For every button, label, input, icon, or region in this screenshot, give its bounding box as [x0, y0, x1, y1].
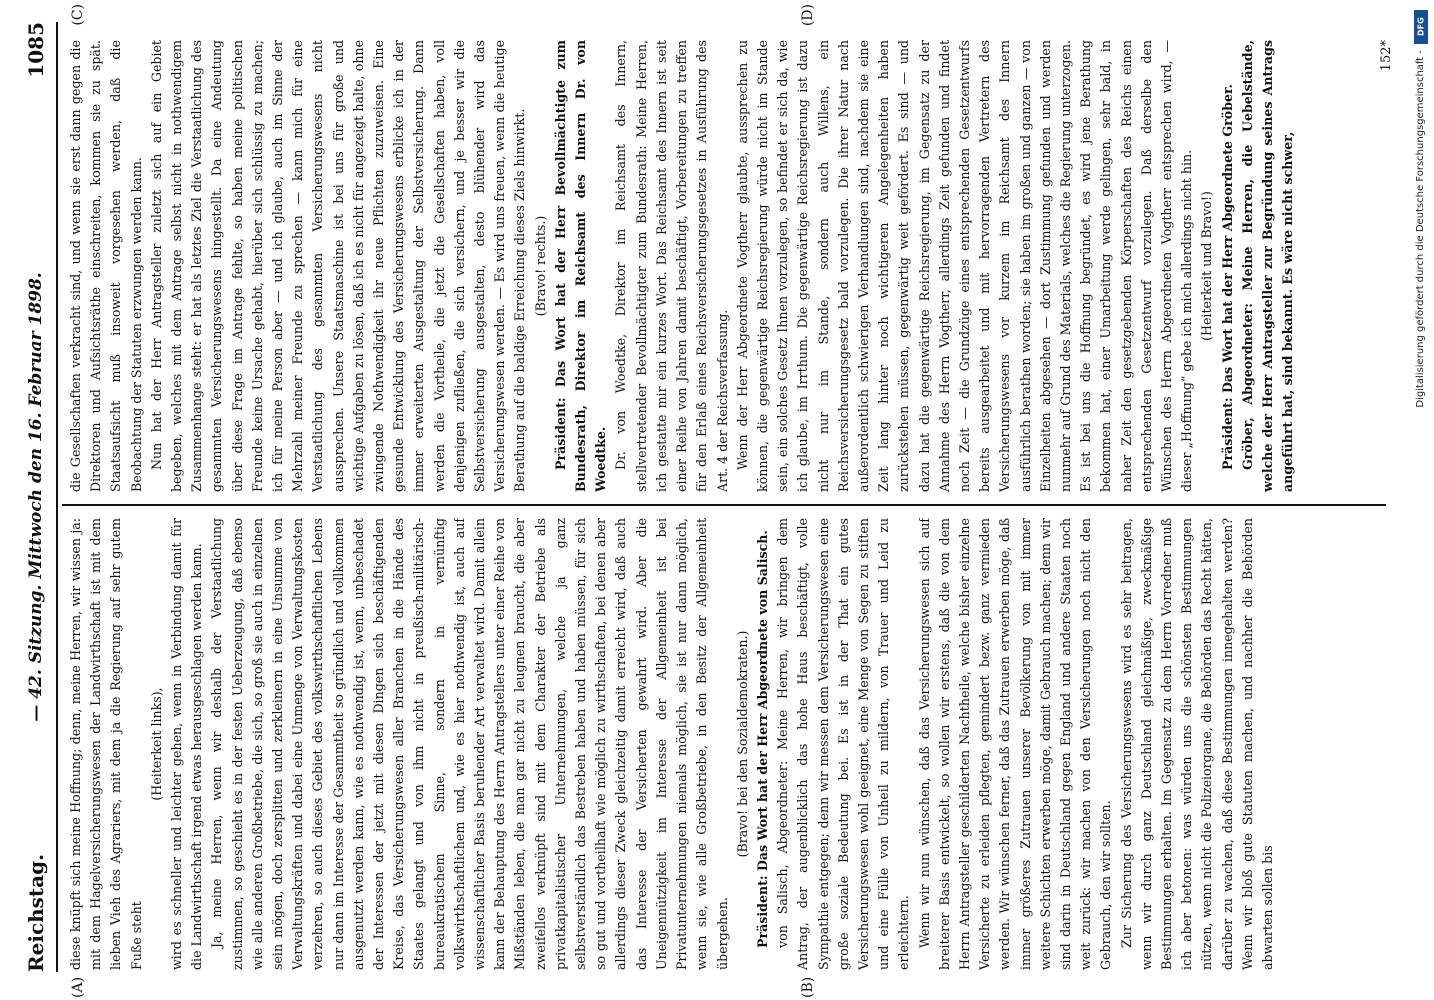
right-column	[66, 40, 1382, 492]
interjection: (Bravo! rechts.)	[532, 215, 548, 317]
speaker-paragraph: von Salisch, Abgeordneter: Meine Herren, wir bringen dem Antrag, der augenblicklich das hohe Haus beschäftigt, volle Sympathie entgegen; denn wir messen dem Versicherungswesen eine große soziale Bedeutung bei. Es ist in der That ein gutes Versicherungswesen wohl geeignet, eine Menge von Segen zu stiften und eine Fülle von Unheil zu mildern, von Trauer und Leid zu erleichtern.	[775, 518, 912, 970]
speaker-paragraph: Dr. von Woedtke, Direktor im Reichsamt des Innern, stellvertretender Bevollmächtigter zum Bundesrath: Meine Herren, ich gestatte mir ein kurzes Wort. Das Reichsamt des Innern ist seit einer Reihe von Jahren damit beschäftigt, Vorbereitungen zu treffen für den Erlaß eines Reichsversicherungsgesetzes in Ausführung des Art. 4 der Reichsverfassung.	[613, 40, 730, 492]
interjection: (Heiterkeit links),	[148, 687, 164, 801]
paragraph: Wenn der Herr Abgeordnete Vogtherr glaubte, aussprechen zu können, die gegenwärtige Reichsregierung würde nicht im Stande sein, ein solches Gesetz Ihnen vorzulegen, so befindet er sich da, wie ich glaube, im Irrthum. Die gegenwärtige Reichsregierung ist dazu nicht nur im Stande, sondern auch Willens, ein Reichsversicherungsgesetz bald vorzulegen. Die ihrer Natur nach außerordentlich schwierigen Verhandlungen sind, nachdem sie eine Zeit lang hinter noch wichtigeren Angelegenheiten haben zurückstehen müssen, gegenwärtig weit gefördert. Es sind — und dazu hat die gegenwärtige Reichsregierung, im Gegensatz zu der Annahme des Herrn Vogtherr, allerdings Zeit gefunden und findet noch Zeit — die Grundzüge eines entsprechenden Gesetzentwurfs bereits ausgearbeitet und mit hervorragenden Vertretern des Versicherungswesens vor kurzem im Reichsamt des Innern ausführlich berathen worden; sie haben im großen und ganzen — von Einzelheiten abgesehen — dort Zustimmung gefunden und werden nunmehr auf Grund des Materials, welches die Regierung unterzogen. Es ist bei uns die Hoffnung begründet, es wird jene Berathung bekommen hat, einer Umarbeitung werde gelingen, sehr bald, in naher Zeit den gesetzgebenden Körperschaften des Reichs einen entsprechenden Gesetzentwurf vorzulegen. Daß derselbe den Wünschen des Herrn Abgeordneten Vogtherr entsprechen wird, — dieser „Hoffnung“ gebe ich mich allerdings nicht hin.	[734, 40, 1195, 492]
paragraph: wird es schneller und leichter gehen, wenn in Verbindung damit für die Landwirthschaft irgend etwas herausgeschlagen werden kann.	[169, 518, 205, 970]
margin-marker-d: (D)	[800, 4, 816, 27]
credit-text: Digitalisierung gefördert durch die Deutsche Forschungsgemeinschaft -	[1415, 50, 1426, 408]
margin-marker-a: (A)	[70, 976, 86, 998]
paragraph: Nun hat der Herr Antragsteller zuletzt sich auf ein Gebiet begeben, welches mit dem Antrage selbst nicht in nothwendigem Zusammenhange steht: er hat als letztes Ziel die Verstaatlichung des gesammten Versicherungswesens hingestellt. Da eine Andeutung über diese Frage im Antrage fehlte, so haben meine politischen Freunde keine Ursache gehabt, hierüber sich schlüssig zu machen; ich für meine Person aber — und ich glaube, auch im Sinne der Mehrzahl meiner Freunde zu sprechen — kann mich für eine Verstaatlichung des gesammten Versicherungswesens nicht aussprechen. Unsere Staatsmaschine ist bei uns für große und wichtige Aufgaben zu lösen, daß ich es nicht für angezeigt halte, ohne zwingende Nothwendigkeit ihr neue Pflichten zuzuweisen. Eine gesunde Entwicklung des Versicherungswesens erblicke ich in der immer erweiterten Ausgestaltung der Selbstversicherung. Dann werden die Vortheile, die jetzt die Gesellschaften haben, voll denjenigen zufließen, die sich versichern, und je besser wir die Selbstversicherung ausgestalten, desto blühender wird das Versicherungswesen werden. — Es wird uns freuen, wenn die heutige Berathung auf die baldige Erreichung dieses Ziels hinwirkt.	[148, 40, 528, 492]
column-divider	[62, 504, 1386, 506]
page-header	[16, 22, 58, 972]
margin-marker-b: (B)	[800, 976, 816, 998]
paragraph: die Gesellschaften verkracht sind, und wenn sie erst dann gegen die Direktoren und Aufsichtsräthe einschreiten, kommen sie zu spät. Staatsaufsicht muß insoweit vorgesehen werden, daß die Beobachtung der Statuten erzwungen werden kann.	[68, 40, 144, 492]
page-number: 1085	[24, 22, 48, 78]
speaker-paragraph: Präsident: Das Wort hat der Herr Abgeordnete von Salisch.	[754, 530, 770, 948]
margin-marker-c: (C)	[70, 4, 86, 26]
header-title: Reichstag.	[24, 853, 48, 972]
speaker-paragraph: Präsident: Das Wort hat der Herr Bevollmächtigte zum Bundesrath, Direktor im Reichsamt des Innern Dr. von Woedtke.	[552, 40, 609, 492]
paragraph: Ja, meine Herren, wenn wir deshalb der Verstaatlichung zustimmen, so geschieht es in der festen Ueberzeugung, daß ebenso wie alle anderen Großbetriebe, die sich, so groß sie auch in einzelnen sein mögen, doch zersplitten und zerkleinern in eine Unsumme von Verwaltungskräften und dabei eine Unmenge von Verwaltungskosten verzehren, so auch dieses Gebiet des volkswirthschaftlichen Lebens nur dann im Interesse der Gesammtheit so gründlich und vollkommen ausgenutzt werden kann, wie es nothwendig ist, wenn, unbeschadet der Interessen der jetzt mit diesen Dingen sich beschäftigenden Kreise, das Versicherungswesen aller Branchen in die Hände des Staates gelangt und von ihm nicht in preußisch-militärisch-bureaukratischem Sinne, sondern in vernünftig volkswirthschaftlichem und, wie es hier nothwendig ist, auch auf wissenschaftlicher Basis beruhender Art verwaltet wird. Damit allein kann der Behauptung des Herrn Antragstellers unter einer Reihe von Mißständen leben, die man gar nicht zu leugnen braucht, die aber zweifellos verknüpft sind mit dem Charakter der Betriebe als privatkapitalistischer Unternehmungen, welche ja ganz selbstverständlich das Bestreben haben und haben müssen, für sich so gut und vortheilhaft wie möglich zu wirthschaften, bei denen aber allerdings dieser Zweck gleichzeitig damit erreicht wird, daß auch das Interesse der Versicherten gewahrt wird. Aber die Uneigennützigkeit im Interesse der Allgemeinheit ist bei Privatunternehmungen niemals möglich, sie ist nur dann möglich, wenn sie, wie alle Großbetriebe, in den Besitz der Allgemeinheit übergehen.	[209, 518, 730, 970]
digitization-credit	[1408, 6, 1432, 706]
interjection: (Bravo! bei den Sozialdemokraten.)	[734, 630, 750, 858]
speaker-paragraph: Gröber, Abgeordneter: Meine Herren, die Uebelstände, welche der Herr Antragsteller zur Begründung seines Antrags angeführt hat, sind bekannt. Es wäre nicht schwer,	[1239, 40, 1296, 492]
left-column	[66, 518, 1382, 970]
header-session-date: — 42. Sitzung. Mittwoch den 16. Februar 1898.	[26, 272, 46, 722]
sheet-signature: 152*	[1379, 40, 1394, 72]
speaker-paragraph: Präsident: Das Wort hat der Herr Abgeordnete Gröber.	[1219, 84, 1235, 470]
paragraph: Zur Sicherung des Versicherungswesens wird es sehr beitragen, wenn wir durch ganz Deutschland gleichmäßige, zweckmäßige Bestimmungen erhalten. Im Gegensatz zu dem Herrn Vorredner muß ich aber betonen: was würden uns die schönsten Bestimmungen nützen, wenn nicht die Polizeiorgane, die Behörden das Recht hätten, darüber zu wachen, daß diese Bestimmungen innegehalten werden? Wenn wir bloß gute Statuten machen, und nachher die Behörden abwarten sollen bis	[1118, 518, 1275, 970]
paragraph: Wenn wir nun wünschen, daß das Versicherungswesen sich auf breiterer Basis entwickelt, so wollen wir erstens, daß die von dem Herrn Antragsteller geschilderten Nachtheile, welche bisher einzelne Versicherte zu erleiden pflegten, gemindert bezw. ganz vermieden werden. Wir wünschen ferner, daß das Zutrauen erwerben möge, daß immer größeres Zutrauen unserer Bevölkerung von mit immer weitere Schichten erwerben möge, damit Gebrauch machen; denn wir sind darin in Deutschland gegen England und andere Staaten noch weit zurück: wir machen von den Versicherungen noch nicht den Gebrauch, den wir sollten.	[916, 518, 1114, 970]
interjection: (Heiterkeit und Bravo!)	[1199, 191, 1215, 341]
paragraph: diese knüpft sich meine Hoffnung; denn, meine Herren, wir wissen ja: mit dem Hagelversicherungswesen der Landwirthschaft ist mit dem lieben Vieh des Agrariers, mit dem ja die Regierung auf sehr gutem Fuße steht	[68, 518, 144, 970]
dfg-logo-icon: DFG	[1414, 10, 1428, 44]
